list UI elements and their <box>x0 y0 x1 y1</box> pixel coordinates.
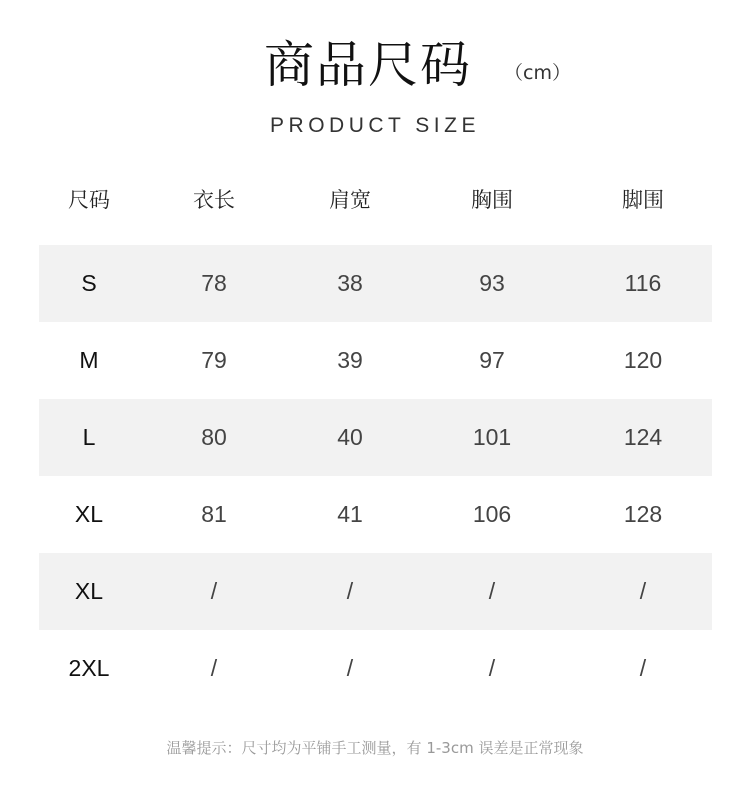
shoulder-cell: 39 <box>337 347 363 373</box>
page-subtitle: PRODUCT SIZE <box>270 114 480 137</box>
size-table <box>39 166 712 707</box>
size-cell: S <box>81 270 97 296</box>
hem-cell: 124 <box>623 424 663 450</box>
chest-cell: 93 <box>479 270 505 296</box>
length-cell: 80 <box>201 424 227 450</box>
measurement-note: 温馨提示：尺寸均为平铺手工测量，有 1-3cm 误差是正常现象 <box>166 739 584 757</box>
title-block <box>0 32 750 102</box>
size-cell: L <box>82 424 96 450</box>
size-cell: XL <box>74 578 104 604</box>
chest-cell: / <box>488 578 496 604</box>
shoulder-cell: 38 <box>337 270 363 296</box>
column-header-shoulder: 肩宽 <box>329 188 371 212</box>
length-cell: 78 <box>201 270 227 296</box>
hem-cell: / <box>639 578 647 604</box>
size-cell: 2XL <box>68 655 110 681</box>
chest-cell: 106 <box>472 501 512 527</box>
header-spacer <box>39 232 712 245</box>
length-cell: 81 <box>201 501 227 527</box>
shoulder-cell: / <box>346 578 354 604</box>
table-row <box>39 399 712 476</box>
page-title: 商品尺码 <box>264 36 472 94</box>
table-row <box>39 476 712 553</box>
size-cell: XL <box>74 501 104 527</box>
table-row <box>39 630 712 707</box>
hem-cell: 128 <box>623 501 663 527</box>
column-header-chest: 胸围 <box>471 188 513 212</box>
unit-label: （cm） <box>504 62 571 84</box>
hem-cell: / <box>639 655 647 681</box>
hem-cell: 120 <box>623 347 663 373</box>
table-row <box>39 322 712 399</box>
shoulder-cell: 40 <box>337 424 363 450</box>
table-header-row <box>39 166 712 232</box>
length-cell: 79 <box>201 347 227 373</box>
column-header-size: 尺码 <box>68 188 110 212</box>
hem-cell: 116 <box>624 270 662 296</box>
chest-cell: / <box>488 655 496 681</box>
column-header-hem: 脚围 <box>622 188 664 212</box>
chest-cell: 97 <box>479 347 505 373</box>
column-header-length: 衣长 <box>193 188 235 212</box>
table-row <box>39 245 712 322</box>
size-cell: M <box>79 347 99 373</box>
length-cell: / <box>210 578 218 604</box>
shoulder-cell: / <box>346 655 354 681</box>
chest-cell: 101 <box>472 424 512 450</box>
length-cell: / <box>210 655 218 681</box>
table-row <box>39 553 712 630</box>
shoulder-cell: 41 <box>337 501 363 527</box>
